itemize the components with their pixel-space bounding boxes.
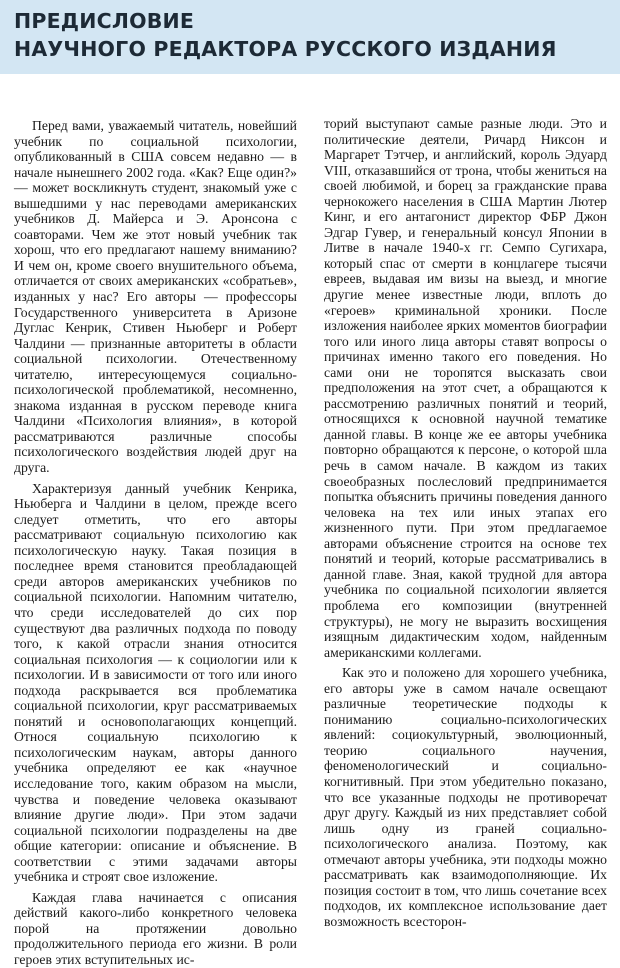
chapter-title-line-2: НАУЧНОГО РЕДАКТОРА РУССКОГО ИЗДАНИЯ [14, 37, 557, 61]
chapter-header [0, 0, 620, 74]
paragraph: Каждая глава начинается с описания действий какого-либо конкретного человека порой на протяжении довольно продолжительного периода его жизни. В роли героев этих вступительных ис- [14, 889, 297, 967]
right-text-column [324, 116, 607, 929]
left-text-column [14, 118, 297, 968]
paragraph-continuation: торий выступают самые разные люди. Это и политические деятели, Ричард Никсон и Маргарет Тэтчер, и английский, король Эдуард VIII, отказавшийся от трона, чтобы жениться на своей любимой, и борец за гражданские права чернокожего населения в США Мартин Лютер Кинг, и его антагонист директор ФБР Джон Эдгар Гувер, и генеральный консул Японии в Литве в начале 1940-х гг. Семпо Сугихара, который спас от смерти в концлагере тысячи евреев, выдавая им визы на выезд, и многие другие менее известные люди, вплоть до «героев» криминальной хроники. После изложения наиболее ярких моментов биографии того или иного лица авторы ставят вопросы о причинах именно такого его поведения. Но сами они не торопятся высказать свои предположения на этот счет, а обращаются к рассмотрению различных понятий и теорий, относящихся к основной научной тематике данной главы. В конце же ее авторы учебника повторно обращаются к персоне, о которой шла речь в самом начале. В каждом из таких своеобразных послесловий предпринимается попытка объяснить причины поведения данного человека на тех или иных этапах его жизненного пути. При этом предлагаемое авторами объяснение строится на основе тех понятий и теорий, которые рассматривались в данной главе. Зная, какой трудной для автора учебника по социальной психологии является проблема его композиции (внутренней структуры), не могу не выразить восхищения изящным дидактическим ходом, найденным американскими коллегами. [324, 116, 607, 660]
paragraph: Характеризуя данный учебник Кенрика, Ньюберга и Чалдини в целом, прежде всего следует отметить, что его авторы рассматривают социальную психологию как психологическую науку. Такая позиция в последнее время становится преобладающей среди авторов американских учебников по социальной психологии. Напомним читателю, что среди исследователей до сих пор существуют два различных подхода по поводу того, к какой отрасли знания относится социальная психология — к социологии или к психологии. И в зависимости от того или иного подхода раскрывается вся проблематика социальной психологии, круг рассматриваемых понятий и основополагающих концепций. Относя социальную психологию к психологическим наукам, авторы данного учебника определяют ее как «научное исследование того, каким образом на мысли, чувства и поведение человека оказывают влияние другие люди». При этом задачи социальной психологии подразделены на две общие категории: описание и объяснение. В соответствии с этими задачами авторы учебника и строят свое изложение. [14, 480, 297, 885]
paragraph: Как это и положено для хорошего учебника, его авторы уже в самом начале освещают различные теоретические подходы к пониманию социально-психологических явлений: социокультурный, эволюционный, теорию социального научения, феноменологический и социально-когнитивный. При этом убедительно показано, что все указанные подходы не противоречат друг другу. Каждый из них представляет собой лишь одну из граней социально-психологического анализа. Поэтому, как отмечают авторы учебника, эти подходы можно рассматривать как взаимодополняющие. Их позиция состоит в том, что лишь сочетание всех подходов, их комплексное использование дает возможность всесторон- [324, 665, 607, 929]
paragraph: Перед вами, уважаемый читатель, новейший учебник по социальной психологии, опубликованный в США совсем недавно — в начале нынешнего 2002 года. «Как? Еще один?» — может воскликнуть студент, знакомый уже с вышедшими у нас переводами американских учебников Д. Майерса и Э. Аронсона с соавторами. Чем же этот новый учебник так хорош, что его предлагают нашему вниманию? И чем он, кроме своего внушительного объема, отличается от своих американских «собратьев», изданных у нас? Его авторы — профессоры Государственного университета в Аризоне Дуглас Кенрик, Стивен Ньюберг и Роберт Чалдини — признанные авторитеты в области социальной психологии. Отечественному читателю, интересующемуся социально-психологической проблематикой, несомненно, знакома изданная в русском переводе книга Чалдини «Психология влияния», в которой рассматриваются различные способы психологического воздействия людей друг на друга. [14, 118, 297, 476]
chapter-title [14, 7, 614, 63]
chapter-title-line-1: ПРЕДИСЛОВИЕ [14, 9, 195, 33]
